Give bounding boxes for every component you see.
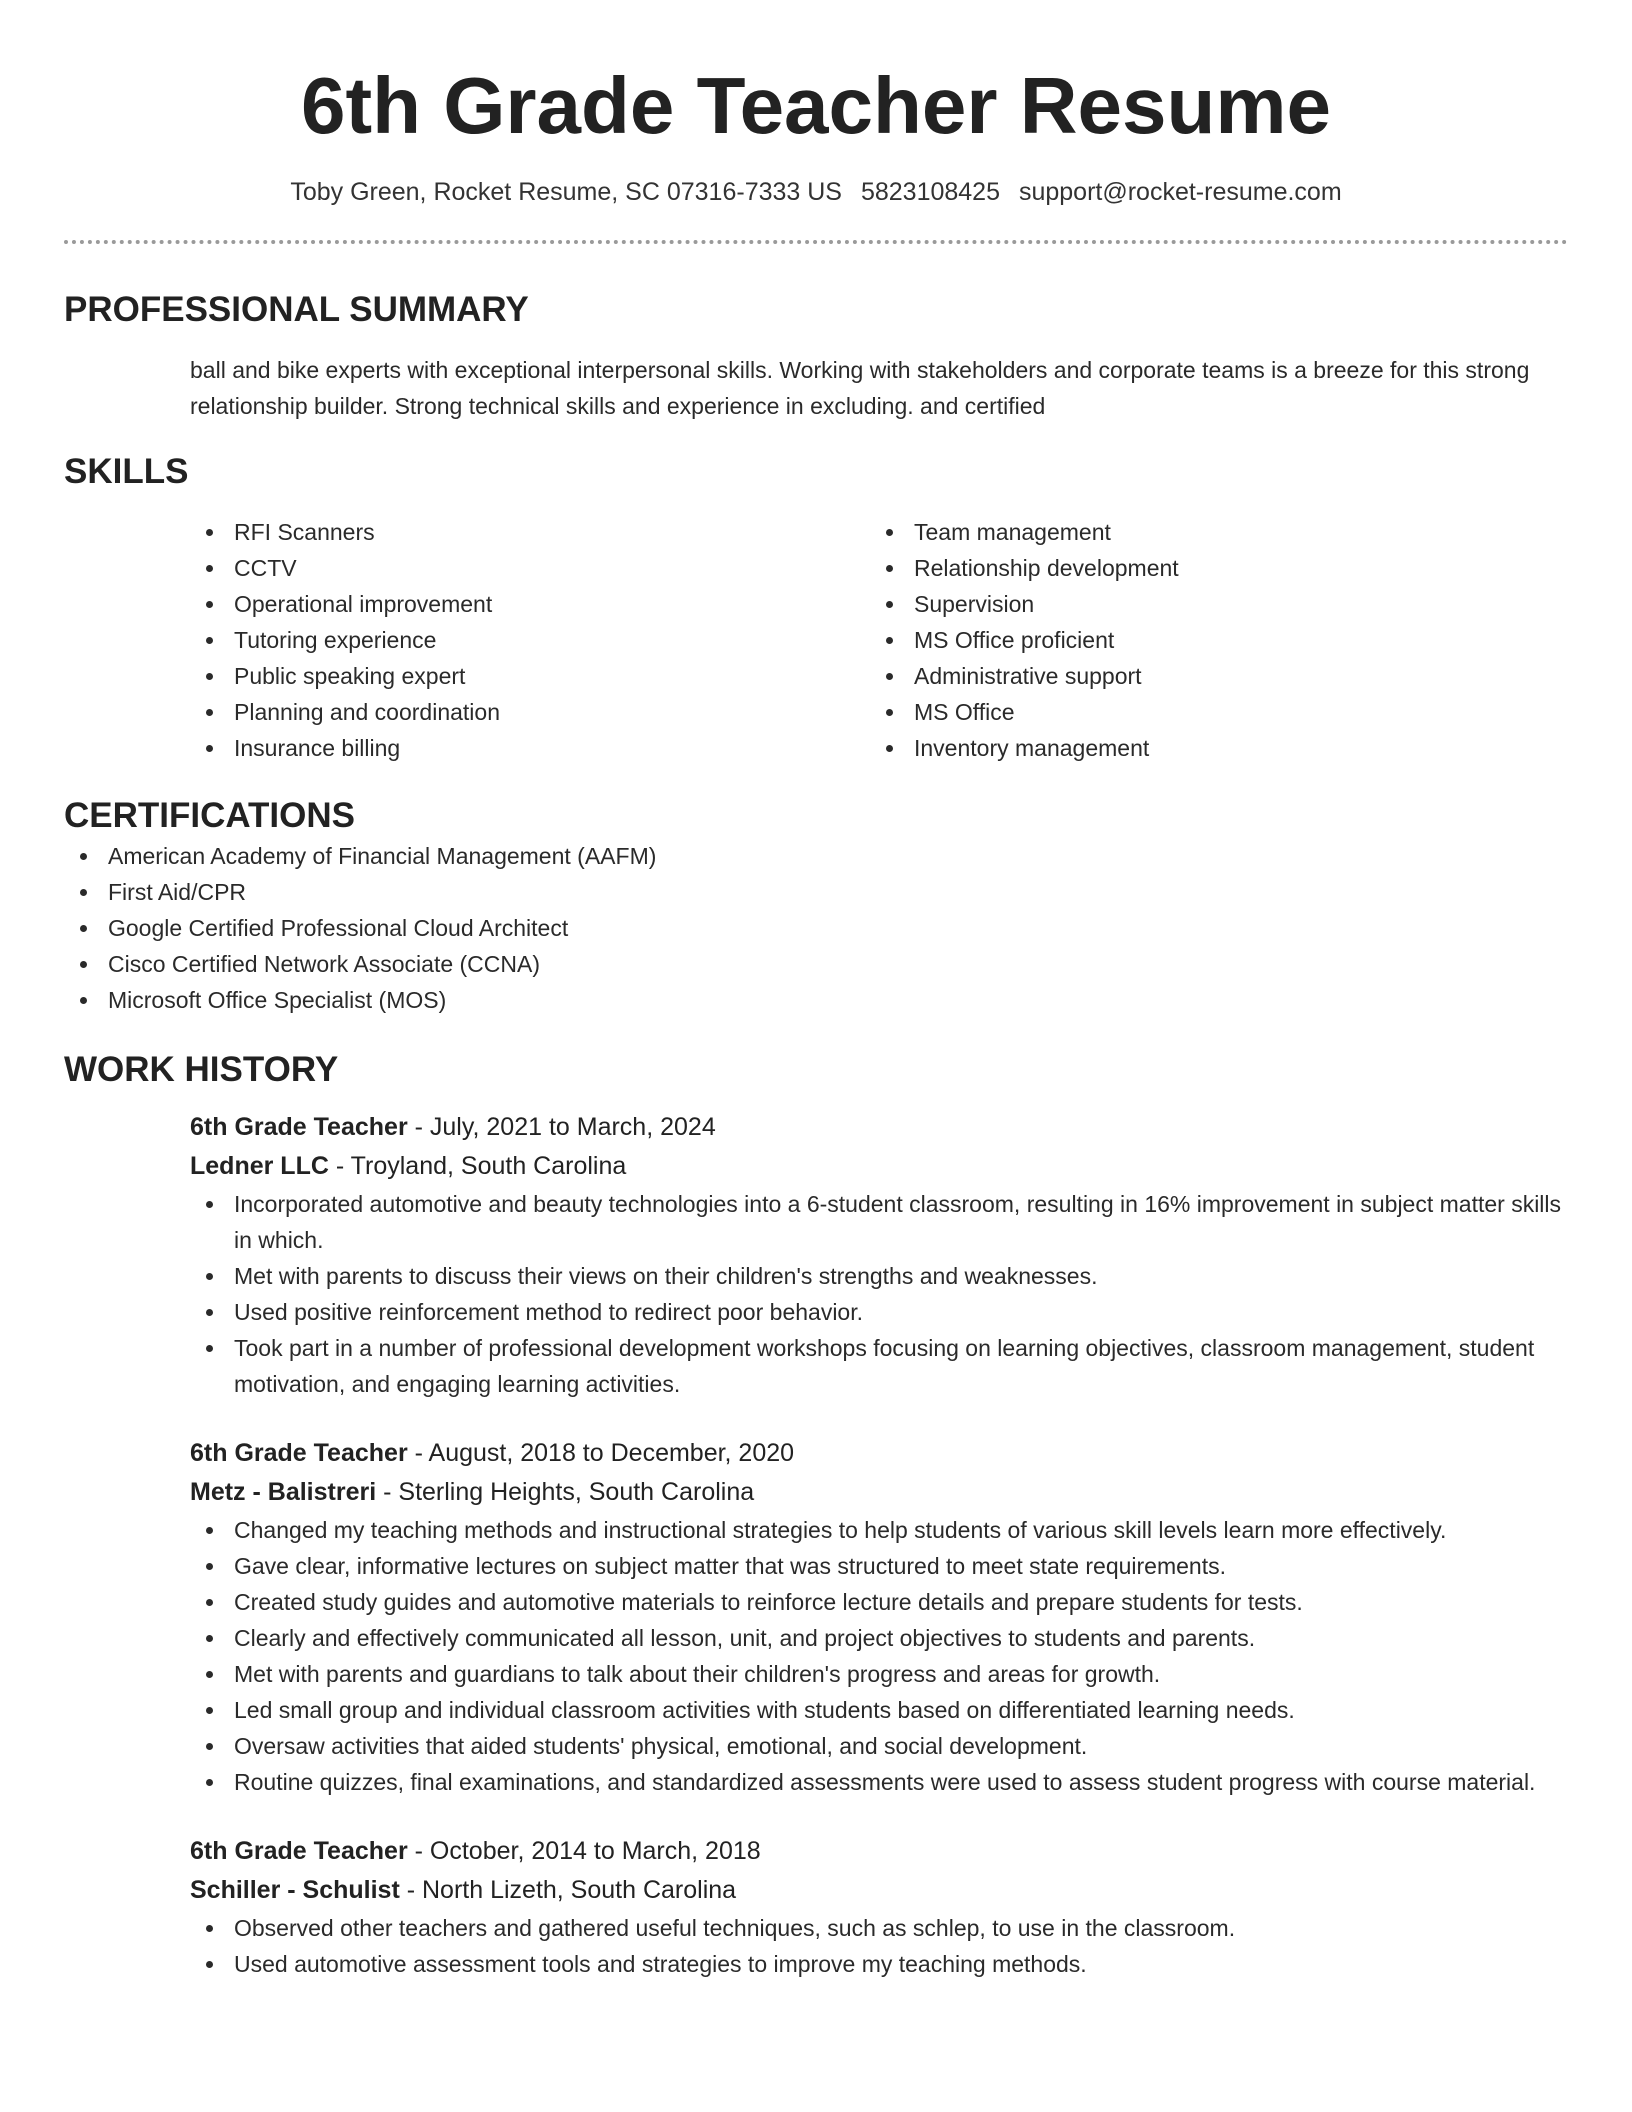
skill-item: Planning and coordination: [190, 694, 870, 730]
job-title: 6th Grade Teacher: [190, 1837, 408, 1865]
job-company: Metz - Balistreri: [190, 1478, 377, 1506]
job-duty-item: Used positive reinforcement method to redirect poor behavior.: [190, 1294, 1568, 1330]
job-location: - Troyland, South Carolina: [328, 1152, 627, 1180]
job-dates: - July, 2021 to March, 2024: [407, 1113, 716, 1141]
skill-item: MS Office: [870, 694, 1550, 730]
job-company-line: [190, 1871, 1568, 1910]
skill-item: Administrative support: [870, 658, 1550, 694]
job-duty-item: Routine quizzes, final examinations, and standardized assessments were used to assess student progress with course material.: [190, 1764, 1568, 1800]
job-duties-list: [190, 1186, 1568, 1402]
skill-item: Inventory management: [870, 730, 1550, 766]
skill-item: Relationship development: [870, 550, 1550, 586]
job-location: - North Lizeth, South Carolina: [399, 1876, 737, 1904]
skills-list: [190, 514, 1568, 766]
job-duty-item: Led small group and individual classroom activities with students based on differentiated learning needs.: [190, 1692, 1568, 1728]
job-duty-item: Used automotive assessment tools and strategies to improve my teaching methods.: [190, 1946, 1568, 1982]
job-title: 6th Grade Teacher: [190, 1439, 408, 1467]
job-duty-item: Observed other teachers and gathered useful techniques, such as schlep, to use in the classroom.: [190, 1910, 1568, 1946]
job-title-line: [190, 1832, 1568, 1871]
page-title: 6th Grade Teacher Resume: [300, 61, 1332, 150]
job-duty-item: Gave clear, informative lectures on subject matter that was structured to meet state requirements.: [190, 1548, 1568, 1584]
job-title-line: [190, 1108, 1568, 1147]
skill-item: Public speaking expert: [190, 658, 870, 694]
job-duty-item: Created study guides and automotive materials to reinforce lecture details and prepare students for tests.: [190, 1584, 1568, 1620]
contact-email: support@rocket-resume.com: [1018, 178, 1342, 206]
job-duty-item: Changed my teaching methods and instructional strategies to help students of various skill levels learn more effectively.: [190, 1512, 1568, 1548]
skill-item: MS Office proficient: [870, 622, 1550, 658]
job-duties-list: [190, 1512, 1568, 1800]
skill-item: RFI Scanners: [190, 514, 870, 550]
certification-item: First Aid/CPR: [64, 874, 1568, 910]
skill-item: Supervision: [870, 586, 1550, 622]
skill-item: Operational improvement: [190, 586, 870, 622]
contact-address: Toby Green, Rocket Resume, SC 07316-7333 US: [290, 178, 842, 206]
job-company: Schiller - Schulist: [190, 1876, 400, 1904]
job-duty-item: Met with parents to discuss their views on their children's strengths and weaknesses.: [190, 1258, 1568, 1294]
job-company: Ledner LLC: [190, 1152, 329, 1180]
skills-column-right: [870, 514, 1550, 766]
skill-item: Tutoring experience: [190, 622, 870, 658]
skill-item: Insurance billing: [190, 730, 870, 766]
skills-heading: SKILLS: [64, 452, 189, 491]
contact-line: [64, 176, 1568, 208]
job-location: - Sterling Heights, South Carolina: [376, 1478, 755, 1506]
job-duty-item: Oversaw activities that aided students' physical, emotional, and social development.: [190, 1728, 1568, 1764]
job-company-line: [190, 1473, 1568, 1512]
job-duty-item: Took part in a number of professional development workshops focusing on learning objectives, classroom management, student motivation, and engaging learning activities.: [190, 1330, 1568, 1402]
job-duty-item: Clearly and effectively communicated all lesson, unit, and project objectives to students and parents.: [190, 1620, 1568, 1656]
resume-page: [64, 0, 1568, 1982]
job-entry: [190, 1434, 1568, 1800]
job-title-line: [190, 1434, 1568, 1473]
skill-item: Team management: [870, 514, 1550, 550]
job-entry: [190, 1108, 1568, 1402]
certification-item: Google Certified Professional Cloud Architect: [64, 910, 1568, 946]
job-dates: - August, 2018 to December, 2020: [407, 1439, 795, 1467]
job-title: 6th Grade Teacher: [190, 1113, 408, 1141]
job-duties-list: [190, 1910, 1568, 1982]
certifications-list: [64, 838, 1568, 1018]
certification-item: Microsoft Office Specialist (MOS): [64, 982, 1568, 1018]
summary-text: ball and bike experts with exceptional interpersonal skills. Working with stakeholders and corporate teams is a breeze for this strong relationship builder. Strong technical skills and experience in excluding. and certified: [190, 357, 1530, 419]
work-history-heading: WORK HISTORY: [64, 1050, 339, 1089]
job-company-line: [190, 1147, 1568, 1186]
header-divider: [64, 240, 1568, 244]
skill-item: CCTV: [190, 550, 870, 586]
certifications-heading: CERTIFICATIONS: [64, 796, 356, 835]
job-duty-item: Incorporated automotive and beauty technologies into a 6-student classroom, resulting in 16% improvement in subject matter skills in which.: [190, 1186, 1568, 1258]
job-entry: [190, 1832, 1568, 1982]
skills-column-left: [190, 514, 870, 766]
certification-item: American Academy of Financial Management (AAFM): [64, 838, 1568, 874]
contact-phone: 5823108425: [860, 178, 1000, 206]
summary-heading: PROFESSIONAL SUMMARY: [64, 290, 529, 329]
certification-item: Cisco Certified Network Associate (CCNA): [64, 946, 1568, 982]
job-duty-item: Met with parents and guardians to talk about their children's progress and areas for growth.: [190, 1656, 1568, 1692]
job-dates: - October, 2014 to March, 2018: [407, 1837, 761, 1865]
